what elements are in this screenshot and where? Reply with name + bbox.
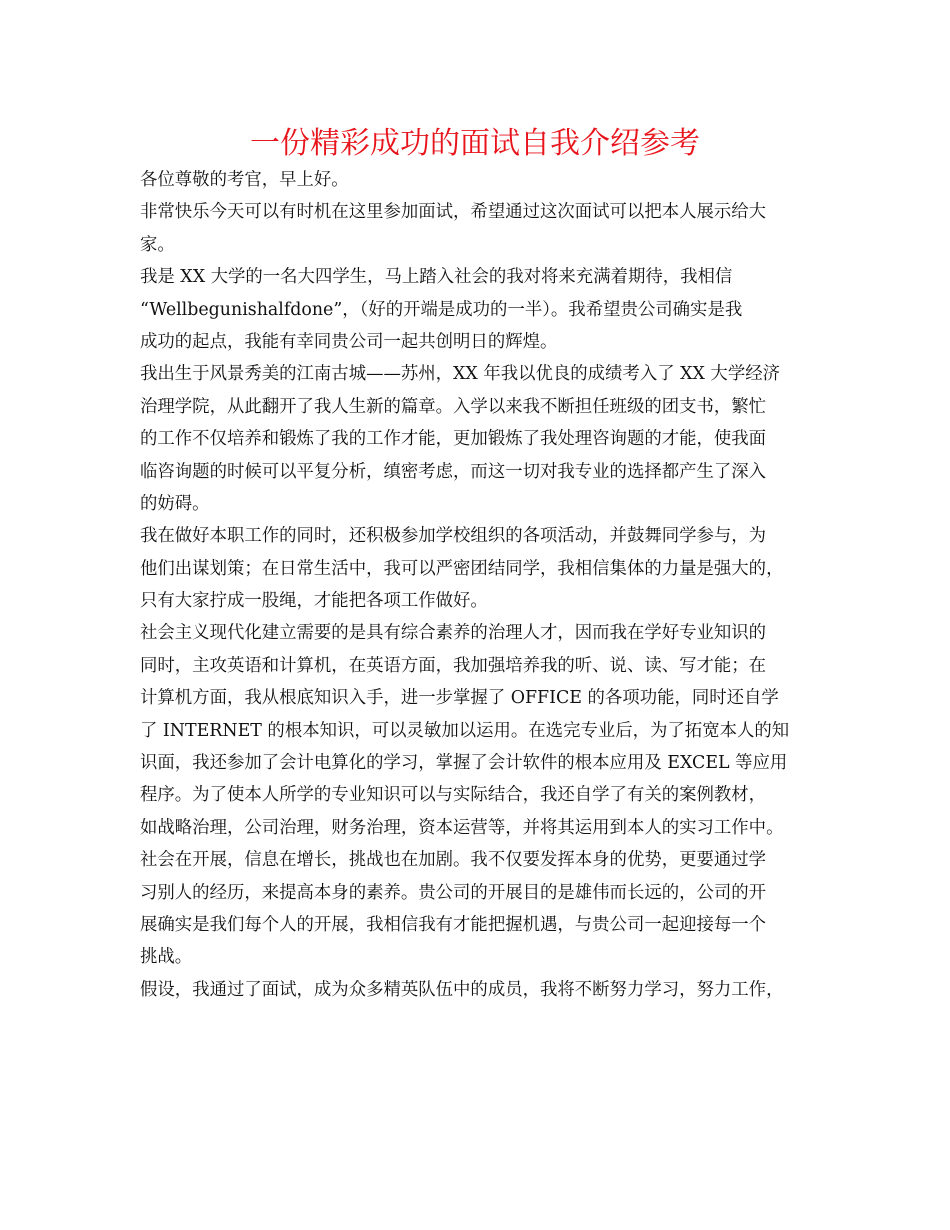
text-line: 习别人的经历，来提高本身的素养。贵公司的开展目的是雄伟而长远的，公司的开: [140, 882, 767, 903]
text-line: 我出生于风景秀美的江南古城——苏州，XX 年我以优良的成绩考入了 XX 大学经济: [140, 364, 781, 385]
text-line: 的妨碍。: [140, 493, 210, 514]
text-line: 非常快乐今天可以有时机在这里参加面试，希望通过这次面试可以把本人展示给大: [140, 202, 767, 223]
text-line: 了 INTERNET 的根本知识，可以灵敏加以运用。在选完专业后，为了拓宽本人的知: [140, 720, 790, 741]
text-line: 假设，我通过了面试，成为众多精英队伍中的成员，我将不断努力学习，努力工作，: [140, 979, 784, 1000]
text-line: 治理学院，从此翻开了我人生新的篇章。入学以来我不断担任班级的团支书，繁忙: [140, 396, 767, 417]
text-line: 如战略治理，公司治理，财务治理，资本运营等，并将其运用到本人的实习工作中。: [140, 817, 784, 838]
text-line: 家。: [140, 234, 175, 255]
text-line: 我是 XX 大学的一名大四学生，马上踏入社会的我对将来充满着期待，我相信: [140, 267, 733, 288]
document-title: 一份精彩成功的面试自我介绍参考: [250, 126, 700, 161]
text-line: 社会主义现代化建立需要的是具有综合素养的治理人才，因而我在学好专业知识的: [140, 623, 767, 644]
text-line: 临咨询题的时候可以平复分析，缜密考虑，而这一切对我专业的选择都产生了深入: [140, 461, 767, 482]
text-line: 识面，我还参加了会计电算化的学习，掌握了会计软件的根本应用及 EXCEL 等应用: [140, 753, 788, 774]
text-line: 计算机方面，我从根底知识入手，进一步掌握了 OFFICE 的各项功能，同时还自学: [140, 688, 779, 709]
text-line: “Wellbegunishalfdone”，（好的开端是成功的一半）。我希望贵公司确实是我: [140, 299, 743, 320]
text-line: 只有大家拧成一股绳，才能把各项工作做好。: [140, 591, 488, 612]
document-body: [140, 164, 812, 1006]
text-line: 社会在开展，信息在增长，挑战也在加剧。我不仅要发挥本身的优势，更要通过学: [140, 850, 767, 871]
text-line: 挑战。: [140, 947, 193, 968]
text-line: 的工作不仅培养和锻炼了我的工作才能，更加锻炼了我处理咨询题的才能，使我面: [140, 429, 767, 450]
text-line: 程序。为了使本人所学的专业知识可以与实际结合，我还自学了有关的案例教材，: [140, 785, 767, 806]
text-line: 成功的起点，我能有幸同贵公司一起共创明日的辉煌。: [140, 331, 558, 352]
text-line: 展确实是我们每个人的开展，我相信我有才能把握机遇，与贵公司一起迎接每一个: [140, 914, 767, 935]
text-line: 同时，主攻英语和计算机，在英语方面，我加强培养我的听、说、读、写才能；在: [140, 655, 767, 676]
text-line: 他们出谋划策；在日常生活中，我可以严密团结同学，我相信集体的力量是强大的，: [140, 558, 784, 579]
text-line: 我在做好本职工作的同时，还积极参加学校组织的各项活动，并鼓舞同学参与，为: [140, 526, 767, 547]
text-line: 各位尊敬的考官，早上好。: [140, 170, 349, 190]
